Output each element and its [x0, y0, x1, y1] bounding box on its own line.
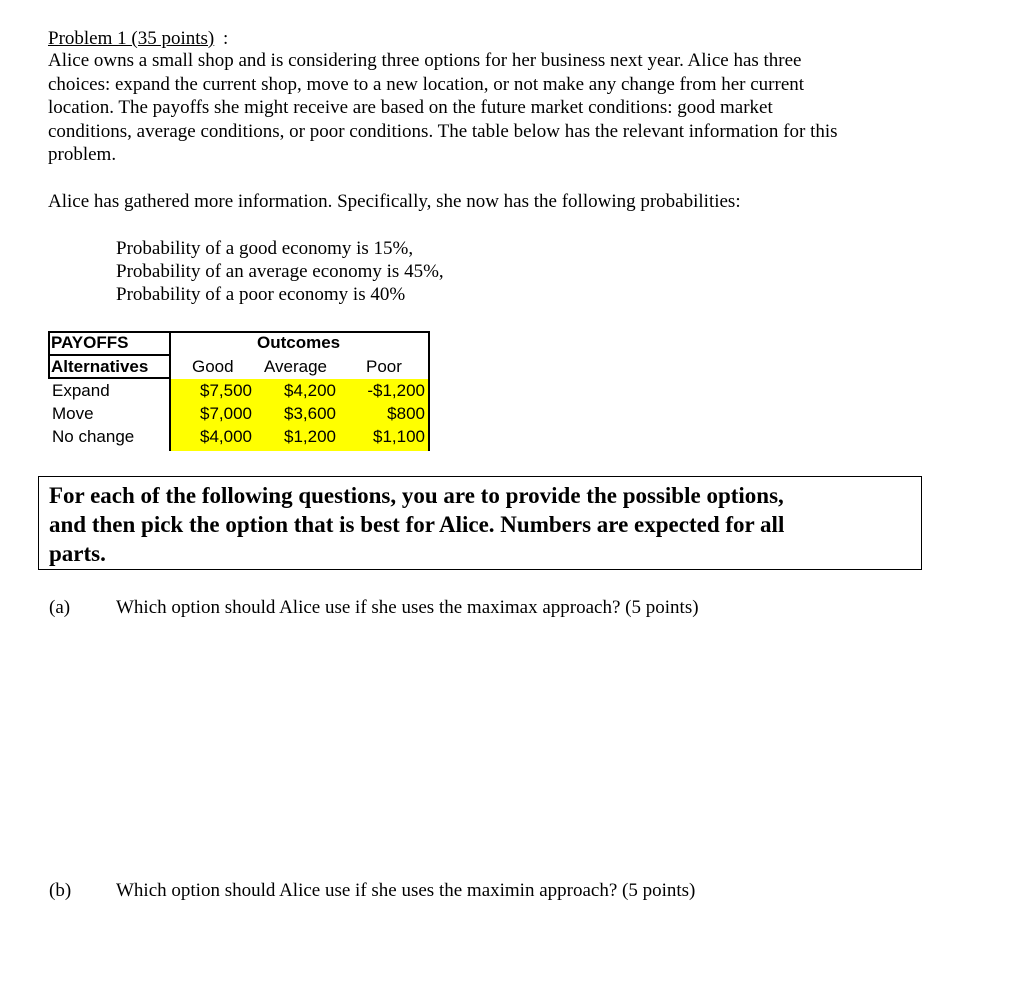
- intro-line: conditions, average conditions, or poor conditions. The table below has the relevant information for this: [48, 120, 838, 142]
- intro-line: problem.: [48, 144, 117, 165]
- question-b-label: (b): [49, 880, 72, 901]
- cell-no-change-average: $1,200: [284, 427, 336, 446]
- table-border-right: [428, 331, 430, 451]
- problem-title: Problem 1 (35 points): [48, 28, 215, 49]
- intro-paragraph: [48, 49, 928, 167]
- probability-average: Probability of an average economy is 45%,: [116, 261, 444, 282]
- cell-move-good: $7,000: [200, 404, 252, 423]
- table-border-left: [48, 331, 50, 379]
- row-move-label: Move: [52, 404, 94, 423]
- instruction-line: For each of the following questions, you are to provide the possible options,: [49, 483, 784, 508]
- column-poor: Poor: [366, 357, 402, 376]
- probability-good: Probability of a good economy is 15%,: [116, 238, 414, 259]
- question-b-text: Which option should Alice use if she uses the maximin approach? (5 points): [116, 880, 696, 901]
- cell-expand-average: $4,200: [284, 381, 336, 400]
- more-info-paragraph: [48, 190, 928, 214]
- cell-move-average: $3,600: [284, 404, 336, 423]
- payoff-table: [48, 331, 430, 451]
- row-expand-label: Expand: [52, 381, 110, 400]
- problem-title-colon: :: [223, 28, 229, 49]
- outcomes-label: Outcomes: [257, 333, 341, 352]
- intro-line: Alice owns a small shop and is considering three options for her business next year. Alice has three: [48, 50, 802, 71]
- cell-no-change-poor: $1,100: [373, 427, 425, 446]
- instruction-line: and then pick the option that is best for Alice. Numbers are expected for all: [49, 512, 785, 537]
- cell-expand-good: $7,500: [200, 381, 252, 400]
- cell-no-change-good: $4,000: [200, 427, 252, 446]
- instruction-line: parts.: [49, 541, 106, 566]
- alternatives-label: Alternatives: [51, 357, 149, 376]
- payoffs-label: PAYOFFS: [51, 333, 129, 352]
- row-no-change-label: No change: [52, 427, 135, 446]
- more-info-text: Alice has gathered more information. Specifically, she now has the following probabilities:: [48, 191, 741, 212]
- intro-line: location. The payoffs she might receive are based on the future market conditions: good market: [48, 97, 773, 118]
- probability-poor: Probability of a poor economy is 40%: [116, 284, 406, 305]
- table-border-divider: [169, 331, 171, 451]
- probability-list: [116, 237, 444, 306]
- cell-expand-poor: -$1,200: [367, 381, 425, 400]
- instruction-box: [38, 476, 922, 570]
- intro-line: choices: expand the current shop, move to a new location, or not make any change from her current: [48, 73, 805, 95]
- table-border-header: [48, 354, 170, 356]
- column-good: Good: [192, 357, 234, 376]
- table-border-label: [48, 377, 170, 379]
- cell-move-poor: $800: [387, 404, 425, 423]
- question-a-label: (a): [49, 597, 71, 618]
- column-average: Average: [264, 357, 328, 376]
- question-a-text: Which option should Alice use if she uses the maximax approach? (5 points): [116, 597, 699, 618]
